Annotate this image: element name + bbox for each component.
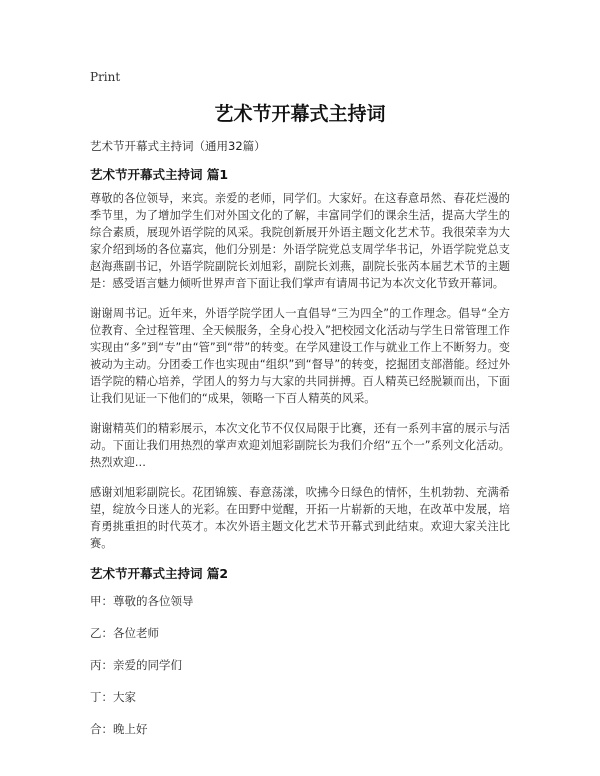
section-1-paragraph-3: 谢谢精英们的精彩展示，本次文化节不仅仅局限于比赛，还有一系列丰富的展示与活动。下面让我们用热烈的掌声欢迎刘旭彩副院长为我们介绍“五个一”系列文化活动。热烈欢迎… xyxy=(90,422,510,469)
page-title: 艺术节开幕式主持词 xyxy=(214,103,386,125)
section-2-heading: 艺术节开幕式主持词 篇2 xyxy=(90,566,229,581)
print-link[interactable]: Print xyxy=(90,70,121,84)
section-2-line-5: 合：晚上好 xyxy=(90,722,148,736)
section-1-paragraph-1: 尊敬的各位领导，来宾。亲爱的老师，同学们。大家好。在这春意昂然、春花烂漫的季节里，为了增加学生们对外国文化的了解，丰富同学们的课余生活，提高大学生的综合素质，展现外语学院的风采。我院创新展开外语主题文化艺术节。我很荣幸为大家介绍到场的各位嘉宾，他们分别是：外语学院党总支周学华书记，外语学院党总支赵海燕副书记，外语学院副院长刘旭彩，副院长刘燕，副院长张芮本届艺术节的主题是：感受语言魅力倾听世界声音下面让我们掌声有请周书记为本次文化节致开幕词。 xyxy=(90,192,510,290)
section-1-paragraph-4: 感谢刘旭彩副院长。花团锦簇、春意荡漾，吹拂今日绿色的情怀，生机勃勃、充满希望，绽放今日迷人的光彩。在田野中觉醒，开拓一片崭新的天地，在改革中发展，培育勇挑重担的时代英才。本次外语主题文化艺术节开幕式到此结束。欢迎大家关注比赛。 xyxy=(90,486,510,550)
section-1-paragraph-2: 谢谢周书记。近年来，外语学院学团人一直倡导“三为四全”的工作理念。倡导“全方位教育、全过程管理、全天候服务，全身心投入”把校园文化活动与学生日常管理工作实现由“多”到“专”由“管”到“带”的转变。在学风建设工作与就业工作上不断努力。变被动为主动。分团委工作也实现由“组织”到“督导”的转变，挖掘团支部潜能。经过外语学院的精心培养，学团人的努力与大家的共同拼搏。百人精英已经脱颖而出，下面让我们见证一下他们的“成果，领略一下百人精英的风采。 xyxy=(90,307,510,405)
section-2 xyxy=(90,565,510,737)
section-2-line-2: 乙：各位老师 xyxy=(90,626,159,640)
section-2-line-3: 丙：亲爱的同学们 xyxy=(90,658,182,672)
section-1-heading: 艺术节开幕式主持词 篇1 xyxy=(90,167,229,182)
doc-subtitle: 艺术节开幕式主持词（通用32篇） xyxy=(90,139,266,153)
section-1 xyxy=(90,166,510,552)
section-2-line-1: 甲：尊敬的各位领导 xyxy=(90,594,194,608)
section-2-line-4: 丁：大家 xyxy=(90,690,136,704)
